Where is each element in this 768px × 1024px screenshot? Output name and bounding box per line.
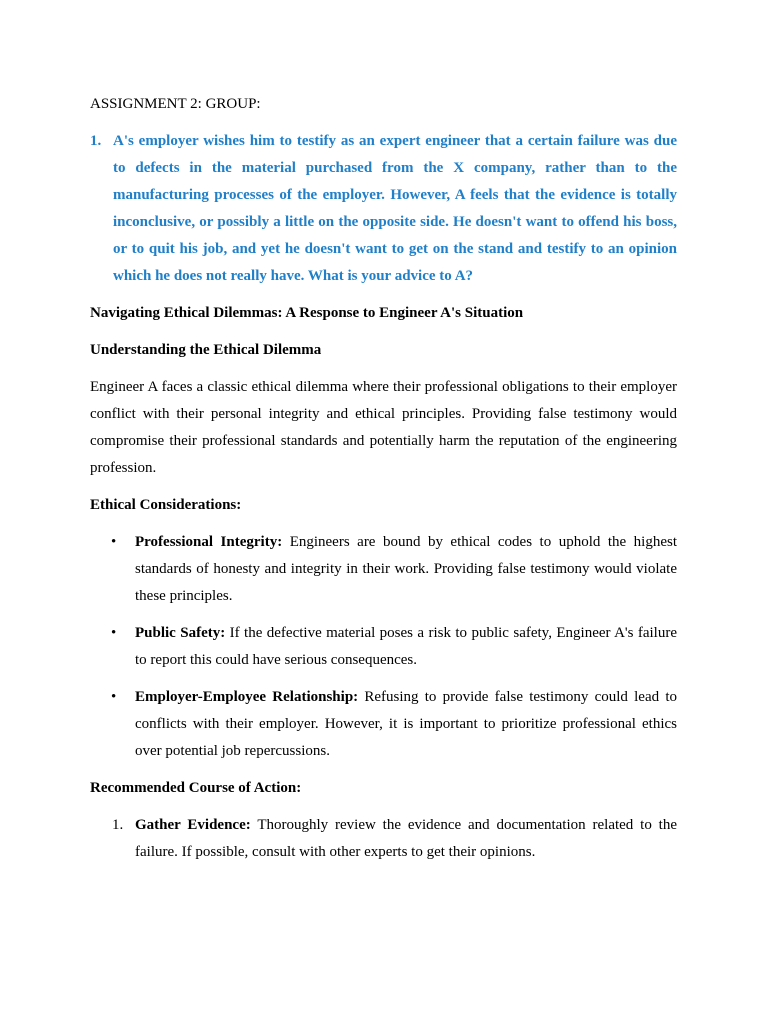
assignment-title: ASSIGNMENT 2: GROUP: [90, 96, 261, 112]
section-heading-recommended: Recommended Course of Action: [90, 780, 302, 796]
list-item-text: Engineers are bound by ethical codes to uphold the highest standards of honesty and integrity in their work. Providing false testimony would violate these principles. [135, 534, 677, 604]
question-number: 1. [90, 133, 102, 149]
list-item-professional-integrity [90, 529, 677, 610]
list-item-label: Public Safety: [135, 625, 226, 641]
recommended-list [90, 812, 677, 866]
question-text: A's employer wishes him to testify as an expert engineer that a certain failure was due to defects in the material purchased from the X company, rather than to the manufacturing processes of the employer. However, A feels that the evidence is totally inconclusive, or possibly a little on the opposite side. He doesn't want to offend his boss, or to quit his job, and yet he doesn't want to get on the stand and testify to an opinion which he does not really have. What is your advice to A? [113, 133, 677, 284]
list-item-label: Gather Evidence: [135, 817, 251, 833]
list-item-label: Professional Integrity: [135, 534, 283, 550]
section-paragraph-dilemma: Engineer A faces a classic ethical dilemma where their professional obligations to their employer conflict with their personal integrity and ethical principles. Providing false testimony would compromise their professional standards and potentially harm the reputation of the engineering profession. [90, 379, 677, 476]
list-item-text: Refusing to provide false testimony could lead to conflicts with their employer. However, it is important to prioritize professional ethics over potential job repercussions. [135, 689, 677, 759]
document-content [90, 91, 677, 866]
bullet-icon: • [111, 689, 117, 705]
bullet-icon: • [111, 625, 117, 641]
considerations-list [90, 529, 677, 765]
list-item-text: Thoroughly review the evidence and documentation related to the failure. If possible, consult with other experts to get their opinions. [135, 817, 677, 860]
bullet-icon: • [111, 534, 117, 550]
step-number: 1. [112, 817, 124, 833]
list-item-employer-relationship [90, 684, 677, 765]
section-heading-dilemma: Understanding the Ethical Dilemma [90, 342, 322, 358]
list-item-public-safety [90, 620, 677, 674]
main-heading: Navigating Ethical Dilemmas: A Response to Engineer A's Situation [90, 305, 524, 321]
list-item-text: If the defective material poses a risk to public safety, Engineer A's failure to report this could have serious consequences. [135, 625, 677, 668]
list-item-gather-evidence [90, 812, 677, 866]
question-item [90, 128, 677, 290]
section-heading-considerations: Ethical Considerations: [90, 497, 242, 513]
list-item-label: Employer-Employee Relationship: [135, 689, 359, 705]
